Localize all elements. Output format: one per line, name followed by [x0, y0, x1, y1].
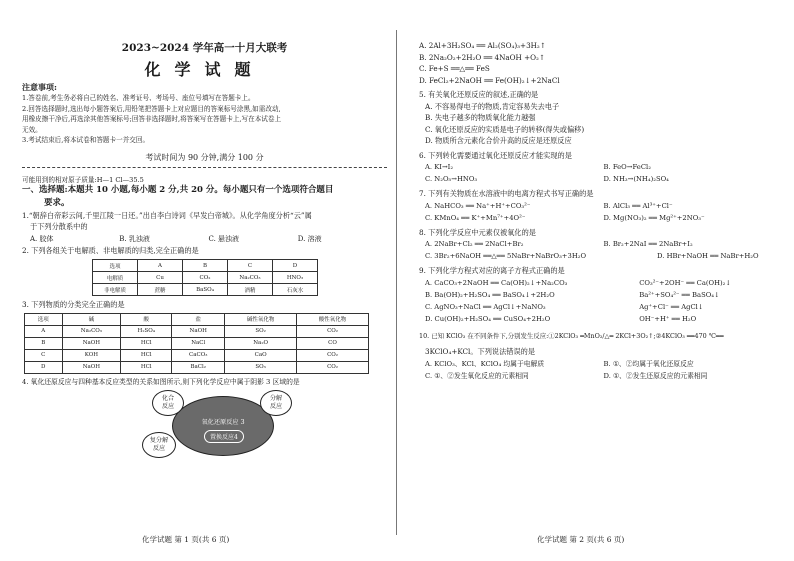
table-cell: NaCl: [172, 337, 225, 349]
table-cell: D: [25, 361, 63, 373]
table-cell: Na₂CO₃: [228, 272, 273, 284]
option-b: B. 乳浊液: [119, 234, 150, 243]
page-footer: 化学试题 第 2 页(共 6 页): [537, 535, 625, 544]
table-cell: B: [183, 260, 228, 272]
note-line: 用橡皮擦干净后,再选涂其他答案标号;回答非选择题时,将答案写在答题卡上,写在本试卷上: [22, 115, 282, 123]
q8-options-row: [419, 238, 782, 250]
q9-option-d: [419, 313, 782, 325]
table-cell: CO₂: [297, 349, 369, 361]
question-4: 4. 氧化还原反应与四种基本反应类型的关系如图所示,则下列化学反应中属于阴影 3 区域的是: [22, 377, 300, 386]
q10-option-a: A. KClO₃、KCl、KClO₄ 均属于电解质: [425, 359, 545, 368]
table-cell: Na₂CO₃: [62, 325, 121, 337]
atomic-masses: 可能用到的相对原子质量:H—1 Cl—35.5: [22, 175, 144, 184]
q6-option-c: C. N₂O₅→HNO₃: [425, 175, 478, 183]
redox-circle: [172, 396, 274, 456]
option-d: D. 溶液: [297, 234, 322, 243]
table-cell: C: [25, 349, 63, 361]
divider: [22, 167, 387, 168]
question-10-cont: 3KClO₄+KCl。下列说法错误的是: [425, 347, 536, 356]
table-cell: 碱性氧化物: [225, 313, 297, 325]
combination-circle: 化合 反应: [152, 390, 184, 416]
q10-option-b: B. ①、②均属于氧化还原反应: [603, 359, 694, 368]
table-cell: HCl: [121, 361, 172, 373]
redox-venn-diagram: [142, 390, 292, 460]
q4-option-d: D. FeCl₂+2NaOH ══ Fe(OH)₂↓+2NaCl: [419, 75, 560, 85]
q6-options-row: [419, 161, 782, 173]
q9-ionic-equation: Ag⁺+Cl⁻ ══ AgCl↓: [639, 302, 704, 311]
option-c: C. 悬浊液: [208, 234, 240, 243]
double-displacement-circle: 复分解 反应: [142, 432, 176, 458]
table-cell: D: [273, 260, 318, 272]
table-cell: 选项: [25, 313, 63, 325]
q9-option-a: [419, 277, 782, 289]
question-2: 2. 下列各组关于电解质、非电解质的归类,完全正确的是: [22, 245, 199, 255]
q8-option-d: D. HBr+NaOH ══ NaBr+H₂O: [657, 252, 759, 260]
table-cell: CO: [297, 337, 369, 349]
table-cell: BaSO₄: [183, 284, 228, 296]
table-cell: 选项: [93, 260, 138, 272]
table-cell: A: [138, 260, 183, 272]
q5-option-a: A. 不容易得电子的物质,肯定容易失去电子: [425, 101, 560, 111]
table-cell: HNO₃: [273, 272, 318, 284]
table-cell: CaO: [225, 349, 297, 361]
table-cell: HCl: [121, 337, 172, 349]
q8-option-c: C. 3Br₂+6NaOH ══△══ 5NaBr+NaBrO₃+3H₂O: [425, 252, 587, 260]
q10-options-row: [419, 358, 782, 370]
q7-option-c: C. KMnO₄ ══ K⁺+Mn⁷⁺+4O²⁻: [425, 213, 526, 222]
table-cell: KOH: [62, 349, 121, 361]
question-5: 5. 有关氧化还原反应的叙述,正确的是: [419, 90, 539, 99]
displacement-label: 置换反应4: [204, 430, 244, 443]
q4-option-a: A. 2Al+3H₂SO₄ ══ Al₂(SO₄)₃+3H₂↑: [419, 41, 546, 50]
q7-option-b: B. AlCl₃ ══ Al³⁺+Cl⁻: [603, 201, 673, 210]
question-1-options: [22, 233, 387, 245]
table-cell: 酸: [121, 313, 172, 325]
table-cell: 盐: [172, 313, 225, 325]
q5-option-b: B. 失电子越多的物质氧化能力越强: [425, 113, 536, 122]
q2-table: [92, 259, 318, 296]
q9-ionic-equation: OH⁻+H⁺ ══ H₂O: [639, 314, 697, 323]
table-cell: SO₃: [225, 361, 297, 373]
question-3: 3. 下列物质的分类完全正确的是: [22, 300, 125, 309]
exam-title: 2023~2024 学年高一十月大联考: [121, 42, 288, 54]
q6-options-row: [419, 173, 782, 185]
q10-option-c: C. ①、②发生氧化反应的元素相同: [425, 371, 529, 380]
q7-options-row: [419, 200, 782, 212]
table-cell: 蔗糖: [138, 284, 183, 296]
note-line: 无效。: [22, 125, 42, 134]
question-6: 6. 下列转化需要通过氧化还原反应才能实现的是: [419, 150, 572, 160]
page-footer: 化学试题 第 1 页(共 6 页): [142, 535, 230, 544]
q8-option-a: A. 2NaBr+Cl₂ ══ 2NaCl+Br₂: [425, 240, 524, 248]
question-9: 9. 下列化学方程式对应的离子方程式正确的是: [419, 266, 565, 275]
table-cell: CaCO₃: [172, 349, 225, 361]
table-cell: A: [25, 325, 63, 337]
table-cell: Cu: [138, 272, 183, 284]
q9-option-b: [419, 289, 782, 301]
table-cell: SO₂: [225, 325, 297, 337]
table-cell: CO₂: [297, 325, 369, 337]
q8-options-row: [419, 250, 782, 262]
table-cell: 酸性氧化物: [297, 313, 369, 325]
table-cell: B: [25, 337, 63, 349]
table-cell: H₂SO₄: [121, 325, 172, 337]
table-cell: NaOH: [172, 325, 225, 337]
question-1: 1.“朝辞白帝彩云间,千里江陵一日还。”出自李白诗词《早发白帝城》。从化学角度分析“云”属: [22, 210, 312, 220]
section-heading: 一、选择题:本题共 10 小题,每小题 2 分,共 20 分。每小题只有一个选项符合题目: [22, 184, 334, 195]
subject-title: 化学试题: [144, 60, 265, 79]
decomposition-circle: 分解 反应: [260, 390, 292, 416]
table-cell: CO₂: [183, 272, 228, 284]
table-cell: C: [228, 260, 273, 272]
q5-option-c: C. 氧化还原反应的实质是电子的转移(得失或偏移): [425, 124, 585, 134]
table-cell: NaOH: [62, 337, 121, 349]
page-2: [397, 0, 794, 561]
q7-options-row: [419, 212, 782, 224]
q10-options-row: [419, 370, 782, 382]
note-line: 2.回答选择题时,选出每小题答案后,用铅笔把答题卡上对应题目的答案标号涂黑,如需改动,: [22, 104, 281, 113]
q9-ionic-equation: Ba²⁺+SO₄²⁻ ══ BaSO₄↓: [639, 290, 720, 299]
note-line: 3.考试结束后,将本试卷和答题卡一并交回。: [22, 136, 150, 144]
q6-option-b: B. FeO→FeCl₂: [603, 163, 651, 171]
question-8: 8. 下列化学反应中元素仅被氧化的是: [419, 227, 536, 237]
table-cell: CO₂: [297, 361, 369, 373]
table-cell: HCl: [121, 349, 172, 361]
table-cell: 电解质: [93, 272, 138, 284]
section-heading-cont: 要求。: [44, 197, 70, 208]
q9-equation: A. CaCO₃+2NaOH ══ Ca(OH)₂↓+Na₂CO₃: [425, 278, 568, 287]
table-cell: Na₂O: [225, 337, 297, 349]
notes-heading: 注意事项:: [22, 82, 57, 92]
q9-option-c: [419, 301, 782, 313]
q7-option-a: A. NaHCO₃ ══ Na⁺+H⁺+CO₃²⁻: [425, 201, 531, 210]
q4-option-c: C. Fe+S ══△══ FeS: [419, 64, 490, 73]
question-10: 10. 已知 KClO₃ 在不同条件下,分别发生反应:①2KClO₃ ═MnO₂/△═ 2KCl+3O₂↑;②4KClO₃ ══470 ℃══: [419, 331, 724, 340]
table-cell: 石灰水: [273, 284, 318, 296]
q9-equation: D. Cu(OH)₂+H₂SO₄ ══ CuSO₄+2H₂O: [425, 314, 551, 323]
q10-option-d: D. ①、②发生还原反应的元素相同: [603, 371, 708, 380]
q9-equation: C. AgNO₃+NaCl ══ AgCl↓+NaNO₃: [425, 302, 546, 311]
q6-option-a: A. KI→I₂: [425, 163, 454, 171]
time-info: 考试时间为 90 分钟,满分 100 分: [145, 152, 264, 162]
note-line: 1.答卷前,考生务必将自己的姓名、准考证号、考场号、座位号填写在答题卡上。: [22, 94, 255, 102]
q4-option-b: B. 2Na₂O₂+2H₂O ══ 4NaOH +O₂↑: [419, 52, 545, 62]
option-a: A. 胶体: [30, 234, 54, 243]
question-7: 7. 下列有关物质在水溶液中的电离方程式书写正确的是: [419, 189, 594, 198]
q7-option-d: D. Mg(NO₃)₂ ══ Mg²⁺+2NO₃⁻: [603, 213, 705, 222]
q6-option-d: D. NH₃→(NH₄)₂SO₄: [603, 175, 669, 183]
table-cell: NaOH: [62, 361, 121, 373]
table-cell: 碱: [62, 313, 121, 325]
question-1-cont: 于下列分散系中的: [30, 222, 88, 231]
table-cell: 酒精: [228, 284, 273, 296]
q9-equation: B. Ba(OH)₂+H₂SO₄ ══ BaSO₄↓+2H₂O: [425, 290, 555, 299]
q3-table: [24, 313, 369, 374]
q8-option-b: B. Br₂+2NaI ══ 2NaBr+I₂: [603, 240, 693, 248]
q5-option-d: D. 物质所含元素化合价升高的反应是还原反应: [425, 136, 572, 145]
q9-ionic-equation: CO₃²⁻+2OH⁻ ══ Ca(OH)₂↓: [639, 278, 732, 287]
table-cell: 非电解质: [93, 284, 138, 296]
table-cell: BaCl₂: [172, 361, 225, 373]
redox-label: 氧化还原反应 3: [201, 419, 245, 426]
